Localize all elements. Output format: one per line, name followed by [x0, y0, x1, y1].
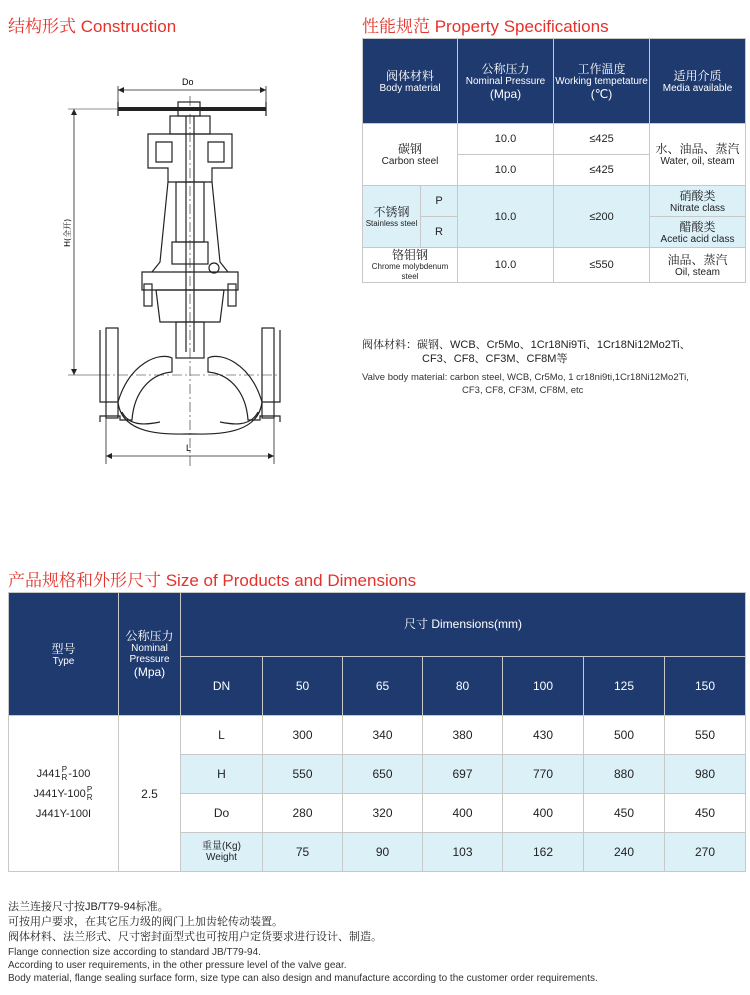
type-line-1: J441 P R -100	[36, 764, 91, 782]
property-title: 性能规范 Property Specifications	[362, 17, 609, 36]
stainless-media-r: 醋酸类 Acetic acid class	[650, 217, 746, 248]
row-label-weight: 重量(Kg) Weight	[181, 833, 263, 872]
footer-en-1: Flange connection size according to standard JB/T79-94.	[8, 947, 261, 958]
cell: 550	[263, 755, 343, 794]
carbon-steel-cell: 碳钢 Carbon steel	[363, 124, 458, 186]
pressure-cell: 2.5	[119, 716, 181, 872]
type-line-2: J441Y-100 P R	[33, 784, 93, 802]
header-dn-65: 65	[343, 656, 423, 715]
stainless-temp: ≤200	[554, 186, 650, 248]
header-type: 型号 Type	[9, 593, 119, 716]
material-note-en-1: Valve body material: carbon steel, WCB, Cr5Mo, 1 cr18ni9ti,1Cr18Ni12Mo2Ti,	[362, 372, 689, 383]
carbon-media-cell: 水、油品、蒸汽 Water, oil, steam	[650, 124, 746, 186]
header-media-available: 适用介质 Media available	[650, 39, 746, 124]
header-dn: DN	[181, 656, 263, 715]
chrome-temp: ≤550	[554, 248, 650, 283]
cell: 90	[343, 833, 423, 872]
cell: 380	[423, 716, 503, 755]
l-dimension-label: L	[186, 443, 192, 453]
cell: 880	[584, 755, 665, 794]
header-dimensions: 尺寸 Dimensions(mm)	[181, 593, 746, 657]
chrome-steel-cell: 铬钼钢 Chrome molybdenum steel	[363, 248, 458, 283]
do-dimension-label: Do	[182, 77, 194, 87]
material-note-cn-2: CF3、CF8、CF3M、CF8M等	[422, 353, 568, 365]
dims-row-l	[9, 716, 746, 755]
construction-title: 结构形式 Construction	[8, 17, 177, 36]
property-row-stainless-p	[363, 186, 746, 217]
chrome-pressure: 10.0	[458, 248, 554, 283]
cell: 75	[263, 833, 343, 872]
material-note-cn-1: 阀体材料：碳钢、WCB、Cr5Mo、1Cr18Ni9Ti、1Cr18Ni12Mo2Ti、	[362, 339, 691, 351]
stainless-p-label: P	[421, 186, 458, 217]
cell: 103	[423, 833, 503, 872]
cell: 770	[503, 755, 584, 794]
property-row-chrome	[363, 248, 746, 283]
header-dn-125: 125	[584, 656, 665, 715]
cell: 430	[503, 716, 584, 755]
cell: 270	[665, 833, 746, 872]
carbon-pressure-1: 10.0	[458, 124, 554, 155]
cell: 400	[503, 794, 584, 833]
header-nominal-pressure: 公称压力 Nominal Pressure (Mpa)	[458, 39, 554, 124]
property-specifications-table	[362, 38, 746, 283]
row-label-do: Do	[181, 794, 263, 833]
cell: 240	[584, 833, 665, 872]
row-label-l: L	[181, 716, 263, 755]
material-note-en-2: CF3, CF8, CF3M, CF8M, etc	[462, 385, 584, 396]
header-dn-80: 80	[423, 656, 503, 715]
cell: 697	[423, 755, 503, 794]
cell: 162	[503, 833, 584, 872]
cell: 300	[263, 716, 343, 755]
carbon-pressure-2: 10.0	[458, 155, 554, 186]
dimensions-title: 产品规格和外形尺寸 Size of Products and Dimensions	[8, 571, 417, 590]
stainless-r-label: R	[421, 217, 458, 248]
cell: 650	[343, 755, 423, 794]
dimensions-table	[8, 592, 746, 872]
footer-cn-3: 阀体材料、法兰形式、尺寸密封面型式也可按用户定货要求进行设计、制造。	[8, 931, 382, 943]
cell: 450	[665, 794, 746, 833]
chrome-media-cell: 油品、蒸汽 Oil, steam	[650, 248, 746, 283]
header-working-temperature: 工作温度 Working tempetature (℃)	[554, 39, 650, 124]
type-cell	[9, 716, 119, 872]
h-dimension-label: H(全开)	[63, 218, 72, 247]
cell: 280	[263, 794, 343, 833]
cell: 980	[665, 755, 746, 794]
stainless-media-p: 硝酸类 Nitrate class	[650, 186, 746, 217]
header-dn-150: 150	[665, 656, 746, 715]
stainless-steel-cell: 不锈钢 Stainless steel	[363, 186, 421, 248]
header-body-material: 阀体材料 Body material	[363, 39, 458, 124]
type-line-3: J441Y-100I	[35, 807, 92, 820]
cell: 450	[584, 794, 665, 833]
cell: 320	[343, 794, 423, 833]
cell: 400	[423, 794, 503, 833]
footer-en-3: Body material, flange sealing surface form, size type can also design and manufacture according to the customer order requirements.	[8, 973, 598, 984]
carbon-temp-2: ≤425	[554, 155, 650, 186]
row-label-h: H	[181, 755, 263, 794]
carbon-temp-1: ≤425	[554, 124, 650, 155]
property-row-carbon-1	[363, 124, 746, 155]
cell: 500	[584, 716, 665, 755]
stainless-pressure: 10.0	[458, 186, 554, 248]
cell: 550	[665, 716, 746, 755]
header-dn-100: 100	[503, 656, 584, 715]
header-pressure: 公称压力 Nominal Pressure (Mpa)	[119, 593, 181, 716]
footer-cn-1: 法兰连接尺寸按JB/T79-94标准。	[8, 901, 169, 913]
footer-cn-2: 可按用户要求，在其它压力级的阀门上加齿轮传动装置。	[8, 916, 283, 928]
dims-header-row-1	[9, 593, 746, 657]
cell: 340	[343, 716, 423, 755]
valve-construction-drawing	[60, 72, 300, 472]
footer-en-2: According to user requirements, in the other pressure level of the valve gear.	[8, 960, 347, 971]
header-dn-50: 50	[263, 656, 343, 715]
property-header-row	[363, 39, 746, 124]
